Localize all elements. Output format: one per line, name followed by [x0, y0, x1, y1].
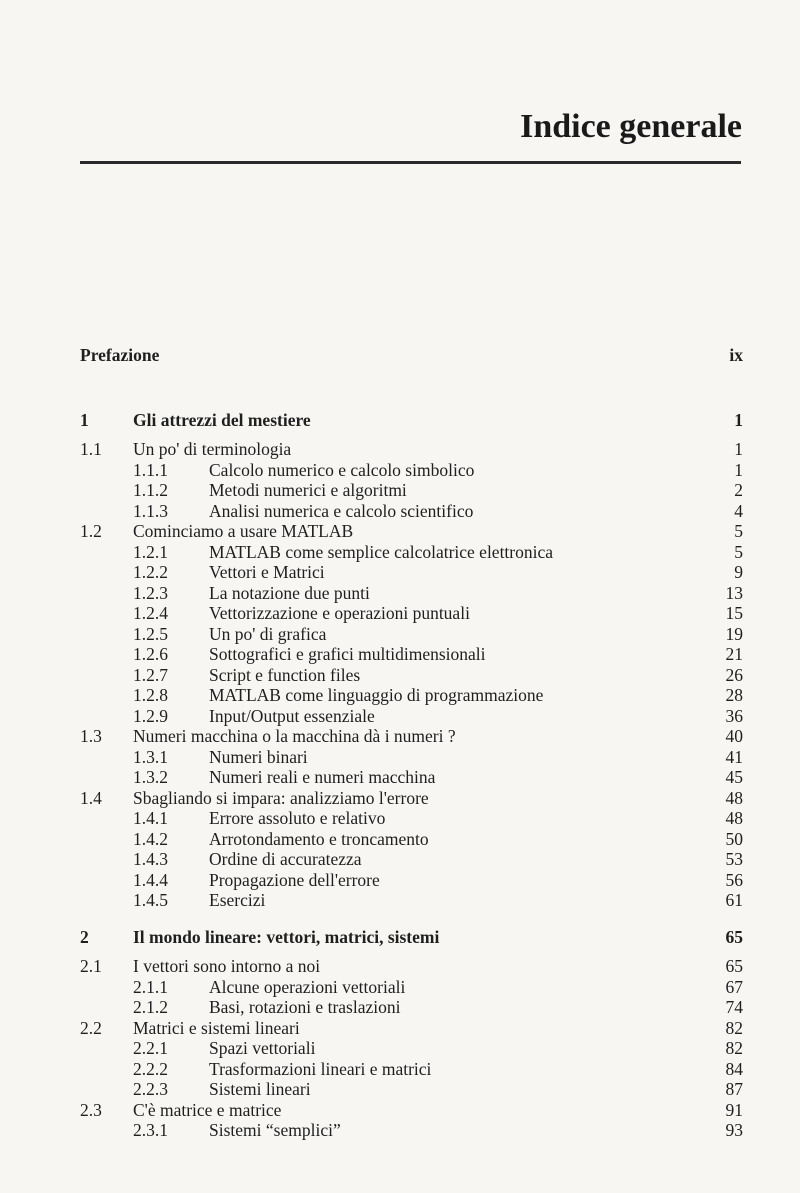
- toc-number: 2.1.2: [133, 997, 168, 1017]
- toc-title: Il mondo lineare: vettori, matrici, sistemi: [133, 926, 440, 947]
- toc-entry-sub: [80, 1059, 743, 1080]
- toc-title: I vettori sono intorno a noi: [133, 956, 321, 976]
- toc-title: Sottografici e grafici multidimensionali: [209, 644, 486, 664]
- chapter-after-spacer: [80, 947, 743, 956]
- toc-number: 1.4.2: [133, 828, 168, 849]
- toc-entry-section: [80, 726, 743, 747]
- toc-page-number: 2: [734, 480, 743, 500]
- toc-number: 2.2.1: [133, 1038, 168, 1058]
- toc-title: Script e function files: [209, 664, 361, 685]
- toc-number: 1.1.1: [133, 459, 168, 480]
- toc-entry-sub: [80, 562, 743, 583]
- toc-title: Analisi numerica e calcolo scientifico: [209, 500, 474, 521]
- toc-page-number: 93: [725, 1120, 743, 1140]
- toc-page-number: 84: [725, 1058, 743, 1079]
- toc-number: 1.2.8: [133, 685, 168, 705]
- toc-title: C'è matrice e matrice: [133, 1099, 282, 1120]
- toc-title: Numeri reali e numeri macchina: [209, 767, 436, 787]
- toc-page-number: 13: [725, 582, 743, 603]
- toc-number: 1.2.5: [133, 623, 168, 644]
- toc-entry-sub: [80, 870, 743, 891]
- toc-page-number: 36: [725, 705, 743, 726]
- toc-page-number: 74: [725, 997, 743, 1017]
- toc-entry-sub: [80, 603, 743, 624]
- toc-page-number: 48: [725, 808, 743, 828]
- chapter-spacer: [80, 394, 743, 410]
- toc-page-number: 4: [734, 500, 743, 521]
- toc-entry-sub: [80, 685, 743, 706]
- toc-title: Prefazione: [80, 345, 160, 365]
- toc-number: 1.4.3: [133, 849, 168, 869]
- toc-page-number: 26: [725, 664, 743, 685]
- toc-entry-chapter: [80, 927, 743, 948]
- toc-page-number: 1: [734, 459, 743, 480]
- preface-spacer: [80, 366, 743, 394]
- table-of-contents: [80, 345, 743, 1141]
- toc-page-number: 65: [725, 926, 743, 947]
- toc-page-number: 45: [725, 767, 743, 787]
- toc-title: Metodi numerici e algoritmi: [209, 480, 407, 500]
- toc-number: 2.2.3: [133, 1079, 168, 1099]
- toc-number: 1.2.3: [133, 582, 168, 603]
- toc-title: MATLAB come linguaggio di programmazione: [209, 685, 544, 705]
- toc-number: 1.4.5: [133, 890, 168, 910]
- toc-title: Cominciamo a usare MATLAB: [133, 521, 354, 541]
- toc-number: 1.4.1: [133, 808, 168, 828]
- toc-entry-sub: [80, 977, 743, 998]
- toc-page-number: ix: [729, 345, 743, 365]
- toc-entry-section: [80, 956, 743, 977]
- toc-page-number: 5: [734, 521, 743, 541]
- toc-number: 2.3.1: [133, 1120, 168, 1140]
- toc-title: Trasformazioni lineari e matrici: [209, 1058, 432, 1079]
- toc-number: 2.2.2: [133, 1058, 168, 1079]
- toc-title: Ordine di accuratezza: [209, 849, 362, 869]
- toc-title: Un po' di grafica: [209, 623, 327, 644]
- toc-entry-pref: [80, 345, 743, 366]
- toc-title: La notazione due punti: [209, 582, 370, 603]
- toc-title: Vettori e Matrici: [209, 562, 325, 582]
- toc-entry-section: [80, 1100, 743, 1121]
- toc-page-number: 56: [725, 869, 743, 890]
- toc-page-number: 1: [734, 409, 743, 430]
- toc-entry-sub: [80, 644, 743, 665]
- toc-number: 1.2.6: [133, 644, 168, 664]
- toc-entry-sub: [80, 747, 743, 768]
- toc-entry-sub: [80, 808, 743, 829]
- toc-title: Calcolo numerico e calcolo simbolico: [209, 459, 475, 480]
- toc-page-number: 48: [725, 787, 743, 808]
- toc-title: Sistemi “semplici”: [209, 1120, 341, 1140]
- toc-entry-sub: [80, 890, 743, 911]
- toc-entry-chapter: [80, 410, 743, 431]
- page-title: Indice generale: [520, 108, 742, 145]
- toc-page-number: 67: [725, 976, 743, 997]
- toc-title: Un po' di terminologia: [133, 439, 292, 459]
- toc-page-number: 15: [725, 603, 743, 623]
- toc-entry-sub: [80, 480, 743, 501]
- toc-number: 2: [80, 926, 89, 947]
- toc-number: 1.2.9: [133, 705, 168, 726]
- toc-number: 1.1.3: [133, 500, 168, 521]
- toc-title: Numeri macchina o la macchina dà i numeri ?: [133, 726, 456, 746]
- toc-title: Matrici e sistemi lineari: [133, 1017, 300, 1038]
- toc-entry-sub: [80, 1038, 743, 1059]
- toc-title: Spazi vettoriali: [209, 1038, 316, 1058]
- toc-title: Gli attrezzi del mestiere: [133, 409, 311, 430]
- toc-number: 1.2: [80, 521, 102, 541]
- toc-title: Sbagliando si impara: analizziamo l'errore: [133, 787, 429, 808]
- toc-number: 1.4.4: [133, 869, 168, 890]
- toc-page-number: 91: [725, 1099, 743, 1120]
- toc-page-number: 65: [725, 956, 743, 976]
- toc-title: Arrotondamento e troncamento: [209, 828, 429, 849]
- toc-number: 1.3: [80, 726, 102, 746]
- toc-page-number: 40: [725, 726, 743, 746]
- toc-entry-sub: [80, 665, 743, 686]
- toc-number: 2.2: [80, 1017, 102, 1038]
- toc-number: 1.4: [80, 787, 102, 808]
- toc-page-number: 19: [725, 623, 743, 644]
- toc-page-number: 21: [725, 644, 743, 664]
- toc-entry-section: [80, 788, 743, 809]
- toc-title: Propagazione dell'errore: [209, 869, 380, 890]
- toc-page-number: 5: [734, 541, 743, 562]
- toc-number: 1.2.2: [133, 562, 168, 582]
- toc-number: 1.3.1: [133, 746, 168, 767]
- toc-title: Alcune operazioni vettoriali: [209, 976, 406, 997]
- toc-number: 1.1.2: [133, 480, 168, 500]
- toc-entry-sub: [80, 1120, 743, 1141]
- toc-title: Basi, rotazioni e traslazioni: [209, 997, 401, 1017]
- toc-page-number: 50: [725, 828, 743, 849]
- toc-entry-sub: [80, 829, 743, 850]
- toc-number: 2.3: [80, 1099, 102, 1120]
- toc-entry-sub: [80, 542, 743, 563]
- toc-title: Vettorizzazione e operazioni puntuali: [209, 603, 470, 623]
- title-rule: [80, 161, 741, 164]
- toc-number: 1.2.7: [133, 664, 168, 685]
- toc-number: 1.2.1: [133, 541, 168, 562]
- toc-entry-section: [80, 1018, 743, 1039]
- toc-title: Input/Output essenziale: [209, 705, 375, 726]
- toc-entry-sub: [80, 997, 743, 1018]
- toc-entry-sub: [80, 501, 743, 522]
- toc-entry-sub: [80, 460, 743, 481]
- toc-entry-sub: [80, 767, 743, 788]
- toc-page-number: 28: [725, 685, 743, 705]
- toc-entry-sub: [80, 583, 743, 604]
- toc-number: 1.1: [80, 439, 102, 459]
- toc-number: 1.2.4: [133, 603, 168, 623]
- toc-page-number: 53: [725, 849, 743, 869]
- toc-page-number: 1: [734, 439, 743, 459]
- toc-title: Esercizi: [209, 890, 266, 910]
- toc-page-number: 9: [734, 562, 743, 582]
- toc-entry-sub: [80, 849, 743, 870]
- toc-number: 2.1: [80, 956, 102, 976]
- toc-number: 2.1.1: [133, 976, 168, 997]
- toc-title: Numeri binari: [209, 746, 308, 767]
- toc-title: MATLAB come semplice calcolatrice elettronica: [209, 541, 554, 562]
- toc-title: Sistemi lineari: [209, 1079, 311, 1099]
- toc-page-number: 82: [725, 1017, 743, 1038]
- toc-entry-sub: [80, 706, 743, 727]
- toc-page-number: 41: [725, 746, 743, 767]
- toc-title: Errore assoluto e relativo: [209, 808, 386, 828]
- toc-entry-section: [80, 439, 743, 460]
- chapter-after-spacer: [80, 430, 743, 439]
- chapter-spacer: [80, 911, 743, 927]
- toc-page-number: 82: [725, 1038, 743, 1058]
- toc-number: 1: [80, 409, 89, 430]
- toc-page-number: 87: [725, 1079, 743, 1099]
- toc-number: 1.3.2: [133, 767, 168, 787]
- toc-entry-section: [80, 521, 743, 542]
- toc-page-number: 61: [725, 890, 743, 910]
- toc-entry-sub: [80, 1079, 743, 1100]
- toc-entry-sub: [80, 624, 743, 645]
